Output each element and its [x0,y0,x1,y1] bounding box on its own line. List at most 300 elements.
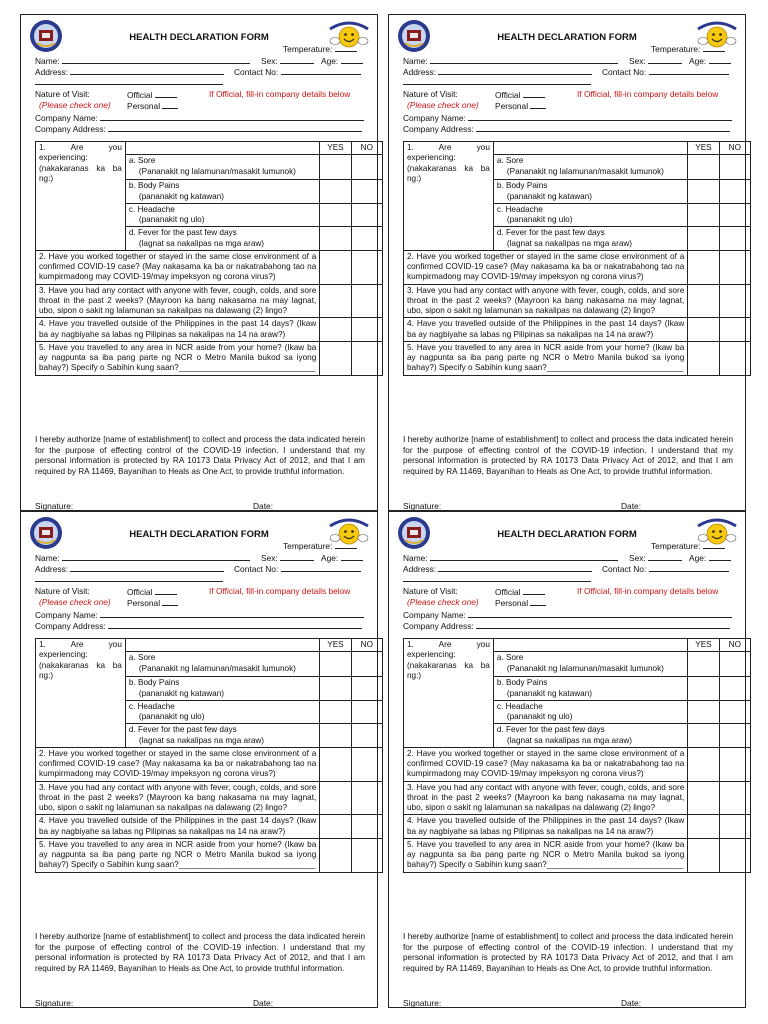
table-row [36,747,383,781]
screening-table [35,638,383,873]
company-name-row [35,609,364,621]
answer-no-cell[interactable] [351,815,382,839]
symptom-translation: (pananakit ng katawan) [506,191,592,201]
answer-yes-cell[interactable] [320,227,351,251]
visit-label: Nature of Visit: [35,89,90,99]
contact-field[interactable] [649,563,729,572]
answer-yes-cell[interactable] [320,747,351,781]
temperature-field[interactable] [335,540,357,549]
answer-no-cell[interactable] [351,180,382,204]
answer-yes-cell[interactable] [688,284,719,318]
question-4: 4. Have you travelled outside of the Philippines in the past 14 days? (Ikaw ba ay nagbiyahe sa labas ng Pilipinas sa nakalipas na 14 na araw?) [404,815,688,839]
temperature-label: Temperature: [651,541,701,551]
table-row [36,318,383,342]
name-label: Name: [35,553,60,563]
age-row [689,552,731,564]
contact-row [234,563,361,575]
question-5: 5. Have you travelled to any area in NCR aside from your home? (Ikaw ba ay nagpunta sa iba pang parte ng NCR o Metro Manila bukod sa iyong bahay?) Specify o Sabihin kung saan?______________________________ [36,838,320,872]
symptom-label: a. Sore [128,156,156,166]
answer-no-cell[interactable] [351,652,382,677]
form-title: HEALTH DECLARATION FORM [129,32,269,43]
sex-label: Sex: [629,553,646,563]
question-3: 3. Have you had any contact with anyone with fever, cough, colds, and sore throat in the past 2 weeks? (Mayroon ka bang nakasama na may lagnat, ubo, sipon o sakit ng lalamunan sa nakalipas na dalawang (2) lingo? [36,781,320,815]
screening-table [35,141,383,376]
symptom-label: c. Headache [496,701,543,711]
sex-row [261,55,314,67]
temperature-label: Temperature: [283,44,333,54]
answer-no-cell[interactable] [719,781,750,815]
question-2: 2. Have you worked together or stayed in the same close environment of a confirmed COVID-19 case? (May nakasama ka ba or nakatrabahong tao na kumpirmadong may COVID-19/may impeksyon ng corona virus?) [404,747,688,781]
signature-label: Signature: [403,998,442,1008]
symptom-label: d. Fever for the past few days [128,725,237,735]
answer-no-cell[interactable] [719,203,750,227]
answer-no-cell[interactable] [351,838,382,872]
answer-yes-cell[interactable] [320,341,351,375]
age-label: Age: [321,56,339,66]
answer-yes-cell[interactable] [320,724,351,748]
personal-check-field[interactable] [162,597,178,606]
question-4: 4. Have you travelled outside of the Philippines in the past 14 days? (Ikaw ba ay nagbiyahe sa labas ng Pilipinas sa nakalipas na 14 na araw?) [36,318,320,342]
symptom-translation: (Pananakit ng lalamunan/masakit lumunok) [506,166,664,176]
symptom-headache [125,700,319,724]
table-row [36,815,383,839]
answer-no-cell[interactable] [351,250,382,284]
answer-no-cell[interactable] [351,724,382,748]
table-row [36,142,383,155]
table-row [36,341,383,375]
company-address-field[interactable] [476,123,730,132]
table-row [404,284,751,318]
sex-row [629,55,682,67]
personal-check-field[interactable] [530,597,546,606]
contact-label: Contact No: [602,67,647,77]
answer-yes-cell[interactable] [320,781,351,815]
no-header: NO [719,639,750,652]
company-name-label: Company Name: [403,610,466,620]
contact-field[interactable] [281,563,361,572]
no-header: NO [351,142,382,155]
answer-no-cell[interactable] [719,341,750,375]
consent-statement: I hereby authorize [name of establishment] to collect and process the data indicated herein for the purpose of effecting control of the COVID-19 infection. I understand that my personal information is protected by RA 10173 Data Privacy Act of 2012, and that I am required by RA 11469, Bayanihan to Heals as One Act, to provide truthful information. [403,435,733,476]
company-name-row [403,112,732,124]
address-label: Address: [403,564,437,574]
company-name-row [35,112,364,124]
temperature-label: Temperature: [651,44,701,54]
symptom-body-pains [125,180,319,204]
name-field[interactable] [62,552,250,561]
symptom-fever [493,227,687,251]
company-address-field[interactable] [108,620,362,629]
temperature-row [651,43,725,55]
screening-table [403,141,751,376]
personal-label: Personal [495,598,529,608]
sex-field[interactable] [280,552,314,561]
answer-yes-cell[interactable] [688,203,719,227]
symptom-headache [493,700,687,724]
answer-yes-cell[interactable] [320,284,351,318]
name-row [403,552,618,564]
name-row [35,55,250,67]
answer-no-cell[interactable] [719,815,750,839]
sex-label: Sex: [261,56,278,66]
answer-yes-cell[interactable] [688,318,719,342]
official-check-field[interactable] [523,586,545,595]
temperature-label: Temperature: [283,541,333,551]
answer-yes-cell[interactable] [320,700,351,724]
table-row [404,142,751,155]
answer-yes-cell[interactable] [688,341,719,375]
answer-no-cell[interactable] [351,700,382,724]
check-note: (Please check one) [39,597,111,607]
symptom-translation: (Pananakit ng lalamunan/masakit lumunok) [506,663,664,673]
name-row [403,55,618,67]
official-note: If Official, fill-in company details below [209,586,351,596]
contact-label: Contact No: [234,67,279,77]
answer-no-cell[interactable] [719,155,750,180]
age-field[interactable] [341,55,363,64]
symptom-translation: (pananakit ng ulo) [138,712,205,721]
name-label: Name: [403,553,428,563]
name-field[interactable] [430,55,618,64]
question-5: 5. Have you travelled to any area in NCR aside from your home? (Ikaw ba ay nagpunta sa iba pang parte ng NCR o Metro Manila bukod sa iyong bahay?) Specify o Sabihin kung saan?______________________________ [404,341,688,375]
answer-yes-cell[interactable] [688,815,719,839]
contact-row [234,66,361,78]
answer-yes-cell[interactable] [320,203,351,227]
official-note: If Official, fill-in company details below [209,89,351,99]
company-address-label: Company Address: [403,124,474,134]
official-option[interactable] [127,89,177,101]
table-row [404,639,751,652]
symptom-label: c. Headache [496,204,543,214]
answer-no-cell[interactable] [351,677,382,701]
symptom-label: a. Sore [128,653,156,663]
answer-no-cell[interactable] [351,227,382,251]
sex-field[interactable] [648,552,682,561]
question-1: 1. Are you experiencing: (nakakaranas ka ba ng:) [404,142,494,251]
temperature-field[interactable] [335,43,357,52]
address-field[interactable] [438,563,592,572]
official-check-field[interactable] [155,89,177,98]
answer-no-cell[interactable] [719,838,750,872]
contact-label: Contact No: [602,564,647,574]
name-label: Name: [403,56,428,66]
symptom-label: c. Headache [128,204,175,214]
question-4: 4. Have you travelled outside of the Philippines in the past 14 days? (Ikaw ba ay nagbiyahe sa labas ng Pilipinas sa nakalipas na 14 na araw?) [404,318,688,342]
answer-no-cell[interactable] [351,284,382,318]
symptom-label: b. Body Pains [128,181,180,191]
company-name-row [403,609,732,621]
signature-label: Signature: [403,501,442,511]
company-name-field[interactable] [468,112,732,121]
symptom-headache [125,203,319,227]
consent-statement: I hereby authorize [name of establishment] to collect and process the data indicated herein for the purpose of effecting control of the COVID-19 infection. I understand that my personal information is protected by RA 10173 Data Privacy Act of 2012, and that I am required by RA 11469, Bayanihan to Heals as One Act, to provide truthful information. [35,932,365,973]
official-option[interactable] [495,89,545,101]
table-row [404,815,751,839]
company-address-label: Company Address: [403,621,474,631]
answer-no-cell[interactable] [351,203,382,227]
answer-no-cell[interactable] [719,652,750,677]
company-address-row [35,620,362,632]
address-field[interactable] [70,563,224,572]
answer-no-cell[interactable] [719,677,750,701]
temperature-row [283,540,357,552]
symptom-translation: (lagnat sa nakalipas na mga araw) [506,238,633,248]
symptom-headache [493,203,687,227]
address-label: Address: [35,67,69,77]
answer-no-cell[interactable] [351,155,382,180]
symptom-sore [493,652,687,677]
screening-table [403,638,751,873]
address-field-2[interactable] [403,76,591,85]
personal-check-field[interactable] [162,100,178,109]
symptom-translation: (pananakit ng ulo) [506,712,573,721]
official-option[interactable] [127,586,177,598]
symptom-translation: (pananakit ng ulo) [138,215,205,224]
official-note: If Official, fill-in company details below [577,586,719,596]
health-declaration-form-3 [20,511,378,1008]
symptom-sore [125,155,319,180]
official-check-field[interactable] [523,89,545,98]
no-header: NO [351,639,382,652]
age-row [321,552,363,564]
symptom-label: a. Sore [496,653,524,663]
sex-field[interactable] [648,55,682,64]
signature-label: Signature: [35,501,74,511]
age-field[interactable] [709,552,731,561]
answer-yes-cell[interactable] [688,677,719,701]
personal-check-field[interactable] [530,100,546,109]
question-3: 3. Have you had any contact with anyone with fever, cough, colds, and sore throat in the past 2 weeks? (Mayroon ka bang nakasama na may lagnat, ubo, sipon o sakit ng lalamunan sa nakalipas na dalawang (2) lingo? [404,284,688,318]
address-line-2 [35,573,223,585]
health-declaration-form-2 [388,14,746,511]
personal-option[interactable] [495,597,546,609]
question-5: 5. Have you travelled to any area in NCR aside from your home? (Ikaw ba ay nagpunta sa iba pang parte ng NCR o Metro Manila bukod sa iyong bahay?) Specify o Sabihin kung saan?______________________________ [404,838,688,872]
answer-yes-cell[interactable] [688,838,719,872]
question-2: 2. Have you worked together or stayed in the same close environment of a confirmed COVID-19 case? (May nakasama ka ba or nakatrabahong tao na kumpirmadong may COVID-19/may impeksyon ng corona virus?) [36,250,320,284]
visit-label: Nature of Visit: [35,586,90,596]
yes-header: YES [320,639,351,652]
symptom-sore [493,155,687,180]
address-field-2[interactable] [35,573,223,582]
temperature-field[interactable] [703,43,725,52]
symptom-fever [493,724,687,748]
age-label: Age: [689,553,707,563]
table-row [404,838,751,872]
sex-field[interactable] [280,55,314,64]
company-address-field[interactable] [108,123,362,132]
answer-no-cell[interactable] [351,318,382,342]
answer-yes-cell[interactable] [688,250,719,284]
question-3: 3. Have you had any contact with anyone with fever, cough, colds, and sore throat in the past 2 weeks? (Mayroon ka bang nakasama na may lagnat, ubo, sipon o sakit ng lalamunan sa nakalipas na dalawang (2) lingo? [404,781,688,815]
symptom-sore [125,652,319,677]
company-name-label: Company Name: [35,113,98,123]
answer-yes-cell[interactable] [320,815,351,839]
contact-row [602,66,729,78]
answer-yes-cell[interactable] [320,155,351,180]
answer-no-cell[interactable] [719,724,750,748]
answer-no-cell[interactable] [351,781,382,815]
check-note: (Please check one) [407,100,479,110]
address-field[interactable] [70,66,224,75]
temperature-field[interactable] [703,540,725,549]
answer-yes-cell[interactable] [688,700,719,724]
sex-label: Sex: [261,553,278,563]
question-4: 4. Have you travelled outside of the Philippines in the past 14 days? (Ikaw ba ay nagbiyahe sa labas ng Pilipinas sa nakalipas na 14 na araw?) [36,815,320,839]
question-3: 3. Have you had any contact with anyone with fever, cough, colds, and sore throat in the past 2 weeks? (Mayroon ka bang nakasama na may lagnat, ubo, sipon o sakit ng lalamunan sa nakalipas na dalawang (2) lingo? [36,284,320,318]
visit-label: Nature of Visit: [403,586,458,596]
date-label: Date: [253,998,274,1008]
consent-statement: I hereby authorize [name of establishment] to collect and process the data indicated herein for the purpose of effecting control of the COVID-19 infection. I understand that my personal information is protected by RA 10173 Data Privacy Act of 2012, and that I am required by RA 11469, Bayanihan to Heals as One Act, to provide truthful information. [403,932,733,973]
answer-no-cell[interactable] [719,227,750,251]
address-line-2 [35,76,223,88]
answer-yes-cell[interactable] [688,227,719,251]
age-field[interactable] [341,552,363,561]
table-row [404,781,751,815]
company-name-label: Company Name: [403,113,466,123]
sex-row [629,552,682,564]
symptom-fever [125,227,319,251]
company-address-label: Company Address: [35,124,106,134]
question-5: 5. Have you travelled to any area in NCR aside from your home? (Ikaw ba ay nagpunta sa iba pang parte ng NCR o Metro Manila bukod sa iyong bahay?) Specify o Sabihin kung saan?______________________________ [36,341,320,375]
table-row [36,250,383,284]
answer-no-cell[interactable] [351,341,382,375]
personal-label: Personal [127,101,161,111]
table-row [36,284,383,318]
check-note: (Please check one) [39,100,111,110]
official-option[interactable] [495,586,545,598]
symptom-fever [125,724,319,748]
table-row [404,250,751,284]
answer-yes-cell[interactable] [320,180,351,204]
address-label: Address: [403,67,437,77]
address-field-2[interactable] [35,76,223,85]
personal-option[interactable] [127,100,178,112]
symptom-translation: (pananakit ng katawan) [506,688,592,698]
answer-yes-cell[interactable] [320,250,351,284]
sex-label: Sex: [629,56,646,66]
form-title: HEALTH DECLARATION FORM [129,529,269,540]
company-name-label: Company Name: [35,610,98,620]
address-label: Address: [35,564,69,574]
table-row [404,747,751,781]
date-label: Date: [253,501,274,511]
symptom-label: d. Fever for the past few days [496,725,605,735]
company-address-row [35,123,362,135]
symptom-translation: (pananakit ng ulo) [506,215,573,224]
table-row [404,318,751,342]
symptom-label: d. Fever for the past few days [128,228,237,238]
answer-yes-cell[interactable] [320,838,351,872]
age-label: Age: [689,56,707,66]
sex-row [261,552,314,564]
answer-yes-cell[interactable] [688,652,719,677]
answer-no-cell[interactable] [719,318,750,342]
answer-yes-cell[interactable] [320,652,351,677]
symptom-translation: (Pananakit ng lalamunan/masakit lumunok) [138,663,296,673]
name-label: Name: [35,56,60,66]
contact-field[interactable] [649,66,729,75]
personal-option[interactable] [495,100,546,112]
answer-yes-cell[interactable] [320,677,351,701]
company-name-field[interactable] [100,609,364,618]
answer-no-cell[interactable] [719,747,750,781]
official-note: If Official, fill-in company details below [577,89,719,99]
answer-yes-cell[interactable] [320,318,351,342]
company-address-field[interactable] [476,620,730,629]
form-title: HEALTH DECLARATION FORM [497,32,637,43]
answer-yes-cell[interactable] [688,747,719,781]
official-check-field[interactable] [155,586,177,595]
company-address-row [403,123,730,135]
company-address-row [403,620,730,632]
health-declaration-form-4 [388,511,746,1008]
contact-field[interactable] [281,66,361,75]
question-1: 1. Are you experiencing: (nakakaranas ka ba ng:) [36,639,126,748]
check-note: (Please check one) [407,597,479,607]
consent-statement: I hereby authorize [name of establishment] to collect and process the data indicated herein for the purpose of effecting control of the COVID-19 infection. I understand that my personal information is protected by RA 10173 Data Privacy Act of 2012, and that I am required by RA 11469, Bayanihan to Heals as One Act, to provide truthful information. [35,435,365,476]
symptom-translation: (lagnat sa nakalipas na mga araw) [138,238,265,248]
answer-no-cell[interactable] [719,284,750,318]
answer-yes-cell[interactable] [688,180,719,204]
age-row [689,55,731,67]
name-row [35,552,250,564]
table-row [36,781,383,815]
table-row [36,838,383,872]
answer-no-cell[interactable] [719,700,750,724]
company-name-field[interactable] [468,609,732,618]
question-1: 1. Are you experiencing: (nakakaranas ka ba ng:) [404,639,494,748]
symptom-translation: (pananakit ng katawan) [138,191,224,201]
company-name-field[interactable] [100,112,364,121]
question-2: 2. Have you worked together or stayed in the same close environment of a confirmed COVID-19 case? (May nakasama ka ba or nakatrabahong tao na kumpirmadong may COVID-19/may impeksyon ng corona virus?) [36,747,320,781]
age-label: Age: [321,553,339,563]
yes-header: YES [320,142,351,155]
age-row [321,55,363,67]
contact-row [602,563,729,575]
yes-header: YES [688,639,719,652]
answer-no-cell[interactable] [719,250,750,284]
temperature-row [651,540,725,552]
answer-no-cell[interactable] [719,180,750,204]
form-title: HEALTH DECLARATION FORM [497,529,637,540]
answer-yes-cell[interactable] [688,155,719,180]
table-row [404,341,751,375]
name-field[interactable] [430,552,618,561]
symptom-label: b. Body Pains [128,678,180,688]
symptom-translation: (lagnat sa nakalipas na mga araw) [506,735,633,745]
symptom-translation: (Pananakit ng lalamunan/masakit lumunok) [138,166,296,176]
answer-yes-cell[interactable] [688,781,719,815]
date-label: Date: [621,998,642,1008]
symptom-label: a. Sore [496,156,524,166]
date-label: Date: [621,501,642,511]
symptom-label: b. Body Pains [496,181,548,191]
table-row [36,639,383,652]
no-header: NO [719,142,750,155]
address-line-2 [403,76,591,88]
signature-label: Signature: [35,998,74,1008]
address-field[interactable] [438,66,592,75]
name-field[interactable] [62,55,250,64]
answer-no-cell[interactable] [351,747,382,781]
age-field[interactable] [709,55,731,64]
address-line-2 [403,573,591,585]
address-field-2[interactable] [403,573,591,582]
official-label: Official [495,90,521,100]
personal-option[interactable] [127,597,178,609]
yes-header: YES [688,142,719,155]
answer-yes-cell[interactable] [688,724,719,748]
